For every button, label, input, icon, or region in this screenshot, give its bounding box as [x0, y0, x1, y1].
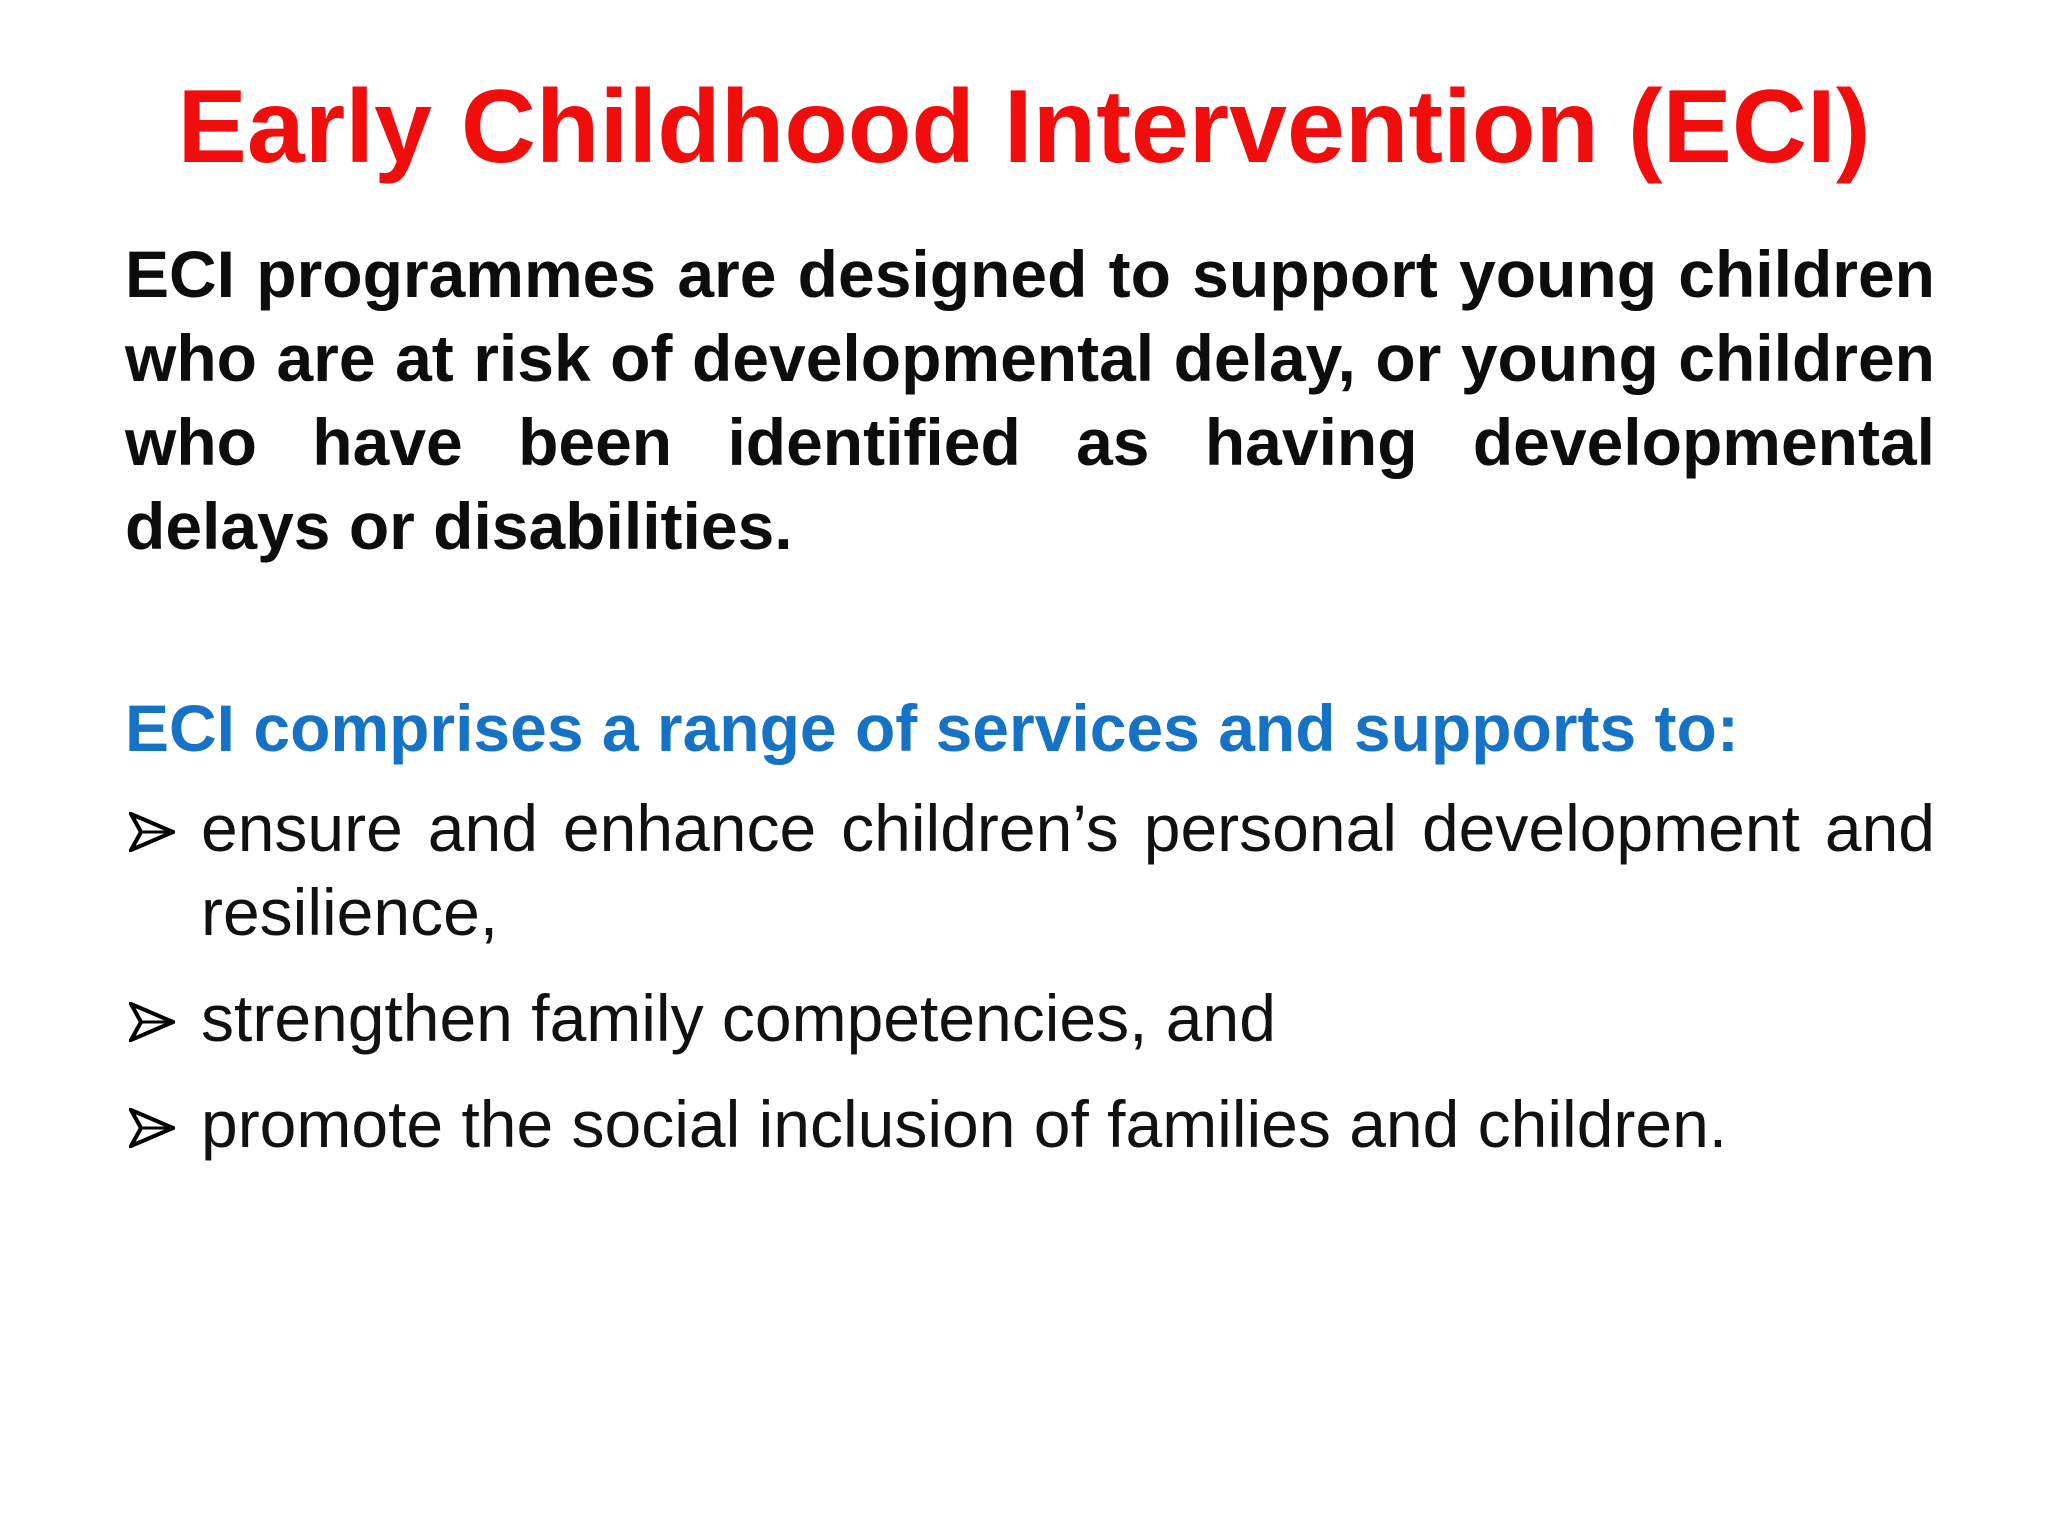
intro-paragraph: ECI programmes are designed to support young children who are at risk of developmental delay, or young children who have been identified as having developmental delays or disabilities.	[125, 237, 1935, 563]
bullet-item-social-inclusion	[125, 1082, 1935, 1166]
bullet-item-family-competencies	[125, 976, 1935, 1060]
arrowhead-bullet-icon	[129, 1002, 175, 1042]
arrowhead-bullet-icon	[129, 812, 175, 852]
bullet-text: promote the social inclusion of families and children.	[201, 1087, 1728, 1161]
bullet-list	[125, 786, 1935, 1188]
bullet-item-personal-development	[125, 786, 1935, 954]
bullet-text: strengthen family competencies, and	[201, 981, 1276, 1055]
arrowhead-bullet-icon	[129, 1108, 175, 1148]
slide-title: Early Childhood Intervention (ECI)	[177, 69, 1871, 185]
services-subheading: ECI comprises a range of services and supports to:	[125, 691, 1739, 765]
bullet-text: ensure and enhance children’s personal development and resilience,	[201, 791, 1935, 949]
